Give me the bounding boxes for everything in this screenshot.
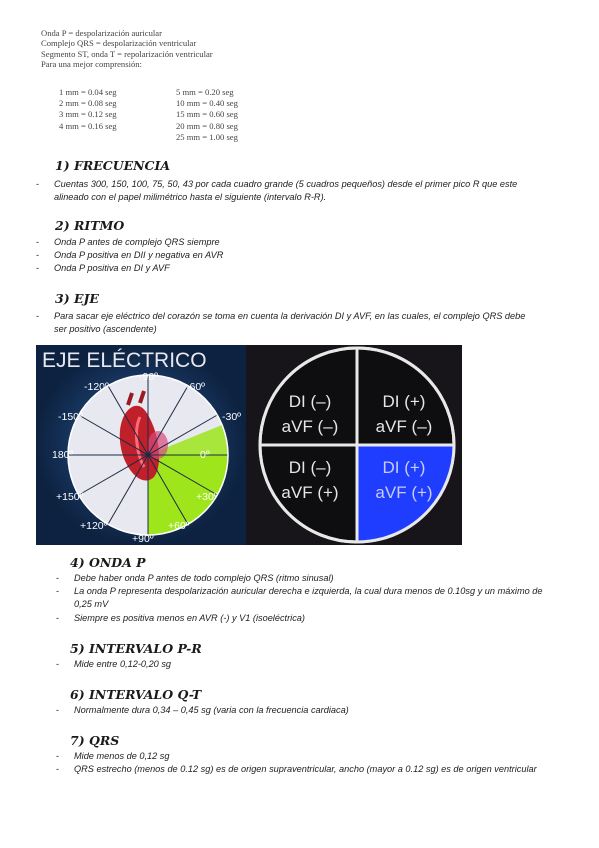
list-item: - Mide entre 0,12-0,20 sg	[56, 658, 561, 671]
quadrant-svg	[246, 345, 462, 545]
list-item: - Onda P antes de complejo QRS siempre	[36, 236, 546, 249]
quadrant-panel	[246, 345, 462, 545]
conversion-cell: 4 mm = 0.16 seg	[59, 120, 117, 131]
conversion-cell: 15 mm = 0.60 seg	[176, 109, 238, 120]
angle-label: -30º	[222, 411, 242, 423]
section-heading-qrs: 7) QRS	[70, 733, 120, 748]
list-item: - La onda P representa despolarización auricular derecha e izquierda, la cual dura menos de 0.10sg y un máximo de 0,25 mV	[56, 585, 561, 611]
list-item: - Siempre es positiva menos en AVR (-) y V1 (isoeléctrica)	[56, 612, 561, 625]
axis-wheel-panel	[36, 345, 246, 545]
electrical-axis-figure	[36, 345, 462, 545]
angle-label: +60º	[168, 520, 190, 532]
angle-label: 0º	[200, 449, 210, 461]
section-heading-ritmo: 2) RITMO	[55, 218, 125, 233]
angle-label: -90º	[139, 371, 159, 383]
intro-definitions	[41, 28, 301, 70]
angle-label: +150º	[56, 491, 84, 503]
intervalo-pr-list	[56, 658, 561, 671]
section-heading-intervalo-pr: 5) INTERVALO P-R	[70, 641, 202, 656]
intro-line: Complejo QRS = despolarización ventricular	[41, 38, 197, 49]
quadrant-label: DI (+)	[382, 392, 426, 411]
angle-label: -60º	[186, 381, 206, 393]
quadrant-label: DI (+)	[382, 458, 426, 477]
conversion-cell: 2 mm = 0.08 seg	[59, 98, 117, 109]
list-item: - Mide menos de 0,12 sg	[56, 750, 556, 763]
list-item: - Debe haber onda P antes de todo complejo QRS (ritmo sinusal)	[56, 572, 561, 585]
conversion-table	[59, 87, 279, 143]
intro-line: Onda P = despolarización auricular	[41, 28, 162, 38]
conversion-cell: 20 mm = 0.80 seg	[176, 120, 238, 131]
figure-title: EJE ELÉCTRICO	[42, 349, 207, 372]
section-heading-onda-p: 4) ONDA P	[70, 555, 146, 570]
quadrant-label: DI (–)	[288, 392, 332, 411]
intervalo-qt-list	[56, 704, 561, 717]
conversion-cell: 10 mm = 0.40 seg	[176, 98, 238, 109]
conversion-cell: 5 mm = 0.20 seg	[176, 87, 234, 97]
conversion-cell: 25 mm = 1.00 seg	[176, 131, 238, 142]
section-heading-frecuencia: 1) FRECUENCIA	[55, 158, 171, 173]
list-item: - QRS estrecho (menos de 0.12 sg) es de origen supraventricular, ancho (mayor a 0.12 sg) es de origen ventricular	[56, 763, 556, 776]
angle-label: +90º	[132, 533, 154, 545]
intro-line: Para una mejor comprensión:	[41, 59, 142, 70]
section-heading-intervalo-qt: 6) INTERVALO Q-T	[70, 687, 202, 702]
frecuencia-list	[36, 178, 546, 204]
list-item: - Onda P positiva en DII y negativa en AVR	[36, 249, 546, 262]
quadrant-label: aVF (+)	[375, 483, 433, 502]
eje-list	[36, 310, 536, 336]
angle-label: -150º	[58, 411, 83, 423]
quadrant-label: aVF (+)	[281, 483, 339, 502]
list-item: - Onda P positiva en DI y AVF	[36, 262, 546, 275]
onda-p-list	[56, 572, 561, 625]
angle-label: 180º	[52, 449, 74, 461]
intro-line: Segmento ST, onda T = repolarización ventricular	[41, 48, 213, 59]
angle-label: +30º	[196, 491, 218, 503]
quadrant-label: aVF (–)	[281, 417, 339, 436]
ritmo-list	[36, 236, 546, 276]
section-heading-eje: 3) EJE	[55, 291, 99, 306]
axis-wheel-svg	[36, 345, 246, 545]
quadrant-label: DI (–)	[288, 458, 332, 477]
conversion-cell: 1 mm = 0.04 seg	[59, 87, 117, 97]
angle-label: -120º	[84, 381, 109, 393]
qrs-list	[56, 750, 556, 776]
list-item: - Normalmente dura 0,34 – 0,45 sg (varia con la frecuencia cardiaca)	[56, 704, 561, 717]
angle-label: +120º	[80, 520, 108, 532]
list-item: - Para sacar eje eléctrico del corazón se toma en cuenta la derivación DI y AVF, en las cuales, el complejo QRS debe ser positivo (ascendente)	[36, 310, 536, 336]
list-item: - Cuentas 300, 150, 100, 75, 50, 43 por cada cuadro grande (5 cuadros pequeños) desde el primer pico R que este alineado con el papel milimétrico hasta el siguiente (intervalo R-R).	[36, 178, 546, 204]
conversion-cell: 3 mm = 0.12 seg	[59, 109, 117, 120]
quadrant-label: aVF (–)	[375, 417, 433, 436]
